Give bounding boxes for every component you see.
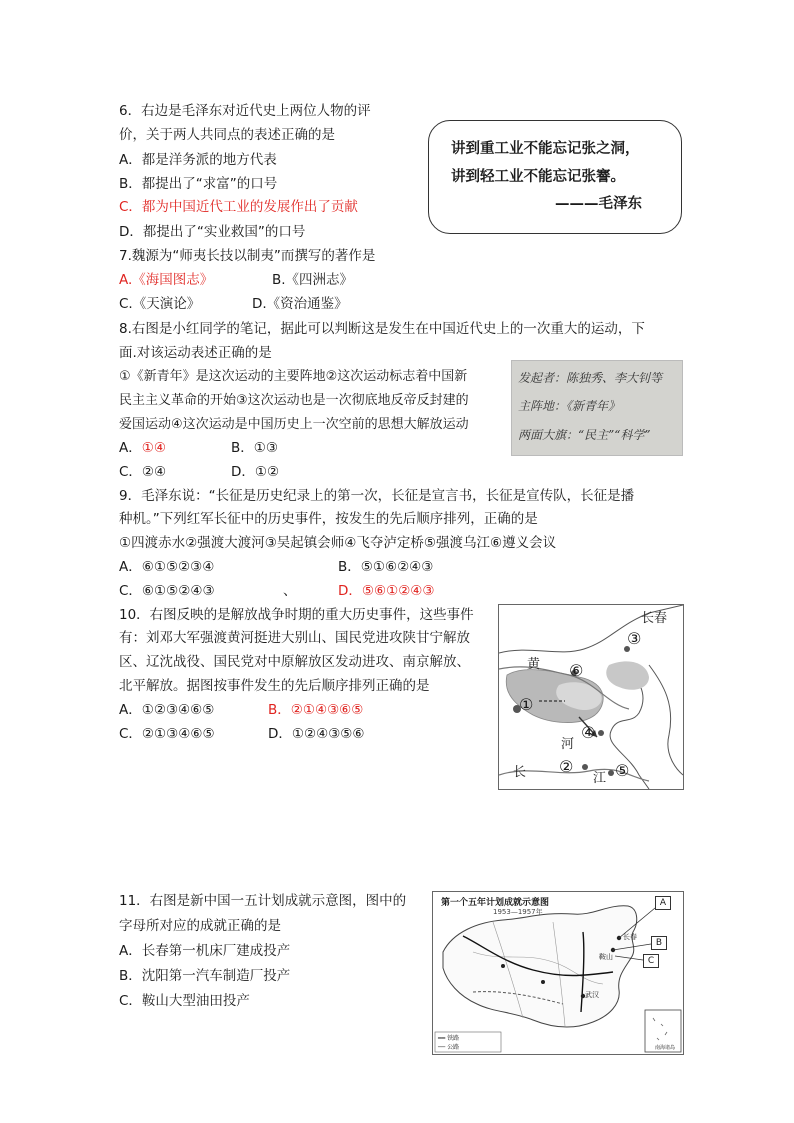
plan-map-city-changchun: 长春 <box>623 933 637 941</box>
quote-box <box>428 120 682 234</box>
q9-option-c: C．⑥①⑤②④③ <box>119 583 215 599</box>
q10-option-c: C．②①③④⑥⑤ <box>119 726 215 742</box>
plan-map-years: 1953—1957年 <box>493 908 543 916</box>
q10-option-a: A．①②③④⑥⑤ <box>119 702 215 718</box>
plan-map-legend-railway: ━━ 铁路 <box>438 1035 460 1042</box>
q9-stem-line2: 种机。”下列红军长征中的历史事件，按发生的先后顺序排列，正确的是 <box>119 511 538 527</box>
map-label-huang: 黄 <box>527 657 541 672</box>
plan-map-legend-road: ── 公路 <box>438 1044 460 1051</box>
map-marker-5: ⑤ <box>615 761 630 780</box>
q6-option-b: B．都提出了“求富”的口号 <box>119 176 278 192</box>
map-label-he: 河 <box>561 737 575 752</box>
plan-map-box-a: A <box>655 896 671 910</box>
map-label-chang: 长 <box>513 765 527 780</box>
q8-statement-line1: ①《新青年》是这次运动的主要阵地②这次运动标志着中国新 <box>119 369 468 384</box>
q7-option-b: B.《四洲志》 <box>272 272 354 288</box>
q6-option-a: A．都是洋务派的地方代表 <box>119 152 277 168</box>
plan-map-box-b: B <box>651 936 667 950</box>
liberation-war-map <box>498 604 684 790</box>
q6-stem-line1: 6．右边是毛泽东对近代史上两位人物的评 <box>119 103 371 119</box>
q8-statement-line3: 爱国运动④这次运动是中国历史上一次空前的思想大解放运动 <box>119 417 469 432</box>
q9-option-a: A．⑥①⑤②③④ <box>119 559 215 575</box>
note-line3: 两面大旗：“民主”“科学” <box>518 428 651 442</box>
quote-line2: 讲到轻工业不能忘记张謇。 <box>451 169 625 185</box>
q6-option-d: D．都提出了“实业救国”的口号 <box>119 224 306 240</box>
q9-events: ①四渡赤水②强渡大渡河③吴起镇会师④飞夺泸定桥⑤强渡乌江⑥遵义会议 <box>119 535 557 551</box>
q8-option-a-answer: ①④ <box>141 440 166 456</box>
q10-stem-line1: 10．右图反映的是解放战争时期的重大历史事件，这些事件 <box>119 607 474 623</box>
plan-map-city-wuhan: 武汉 <box>585 991 599 999</box>
q6-option-c: C．都为中国近代工业的发展作出了贡献 <box>119 199 358 215</box>
handwritten-note-image <box>511 360 683 456</box>
q7-stem: 7.魏源为“师夷长技以制夷”而撰写的著作是 <box>119 248 376 264</box>
five-year-plan-map <box>432 891 684 1055</box>
q9-option-d: D．⑤⑥①②④③ <box>338 583 435 599</box>
q11-option-c: C．鞍山大型油田投产 <box>119 993 250 1009</box>
q8-option-c: C．②④ <box>119 464 167 480</box>
quote-author: ———毛泽东 <box>555 196 642 212</box>
q10-stem-line3: 区、辽沈战役、国民党对中原解放区发动进攻、南京解放、 <box>119 654 470 670</box>
q10-stem-line4: 北平解放。据图按事件发生的先后顺序排列正确的是 <box>119 678 430 694</box>
plan-map-inset-label: 南海诸岛 <box>655 1045 676 1051</box>
q7-option-d: D.《资治通鉴》 <box>252 296 348 312</box>
quote-line1: 讲到重工业不能忘记张之洞， <box>451 141 640 157</box>
q8-stem-line1: 8.右图是小红同学的笔记，据此可以判断这是发生在中国近代史上的一次重大的运动，下 <box>119 321 645 337</box>
q7-option-c: C.《天演论》 <box>119 296 201 312</box>
map-marker-3: ③ <box>627 629 642 648</box>
q10-stem-line2: 有：刘邓大军强渡黄河挺进大别山、国民党进攻陕甘宁解放 <box>119 630 470 646</box>
q10-option-b: B．②①④③⑥⑤ <box>268 702 364 718</box>
q11-option-b: B．沈阳第一汽车制造厂投产 <box>119 968 291 984</box>
plan-map-box-c: C <box>643 954 659 968</box>
map-marker-1: ① <box>519 695 534 714</box>
q8-option-d: D．①② <box>231 464 280 480</box>
q11-stem-line1: 11．右图是新中国一五计划成就示意图，图中的 <box>119 893 407 909</box>
note-line1: 发起者：陈独秀、李大钊等 <box>518 371 663 385</box>
q8-option-b: B．①③ <box>231 440 278 456</box>
q10-option-d: D．①②④③⑤⑥ <box>268 726 365 742</box>
q9-stem-line1: 9．毛泽东说：“长征是历史纪录上的第一次，长征是宣言书，长征是宣传队，长征是播 <box>119 488 635 504</box>
q11-option-a: A．长春第一机床厂建成投产 <box>119 943 291 959</box>
q8-option-a: A．①④ <box>119 440 166 456</box>
map-marker-4: ④ <box>581 723 596 742</box>
plan-map-graphic <box>433 892 683 1054</box>
q6-stem-line2: 价，关于两人共同点的表述正确的是 <box>119 127 335 143</box>
q9-option-b: B．⑤①⑥②④③ <box>338 559 434 575</box>
q8-statement-line2: 民主主义革命的开始③这次运动也是一次彻底地反帝反封建的 <box>119 393 469 408</box>
plan-map-title: 第一个五年计划成就示意图 <box>441 898 550 908</box>
map-label-jiang: 江 <box>593 771 607 786</box>
q8-stem-line2: 面.对该运动表述正确的是 <box>119 345 272 361</box>
note-line2: 主阵地：《新青年》 <box>518 399 621 413</box>
map-label-changchun: 长春 <box>641 611 668 626</box>
map-marker-6: ⑥ <box>569 661 584 680</box>
q9-stray-mark: 、 <box>283 583 297 599</box>
q11-stem-line2: 字母所对应的成就正确的是 <box>119 918 281 934</box>
q7-option-a: A.《海国图志》 <box>119 272 214 288</box>
plan-map-city-anshan: 鞍山 <box>599 953 613 961</box>
map-marker-2: ② <box>559 757 574 776</box>
